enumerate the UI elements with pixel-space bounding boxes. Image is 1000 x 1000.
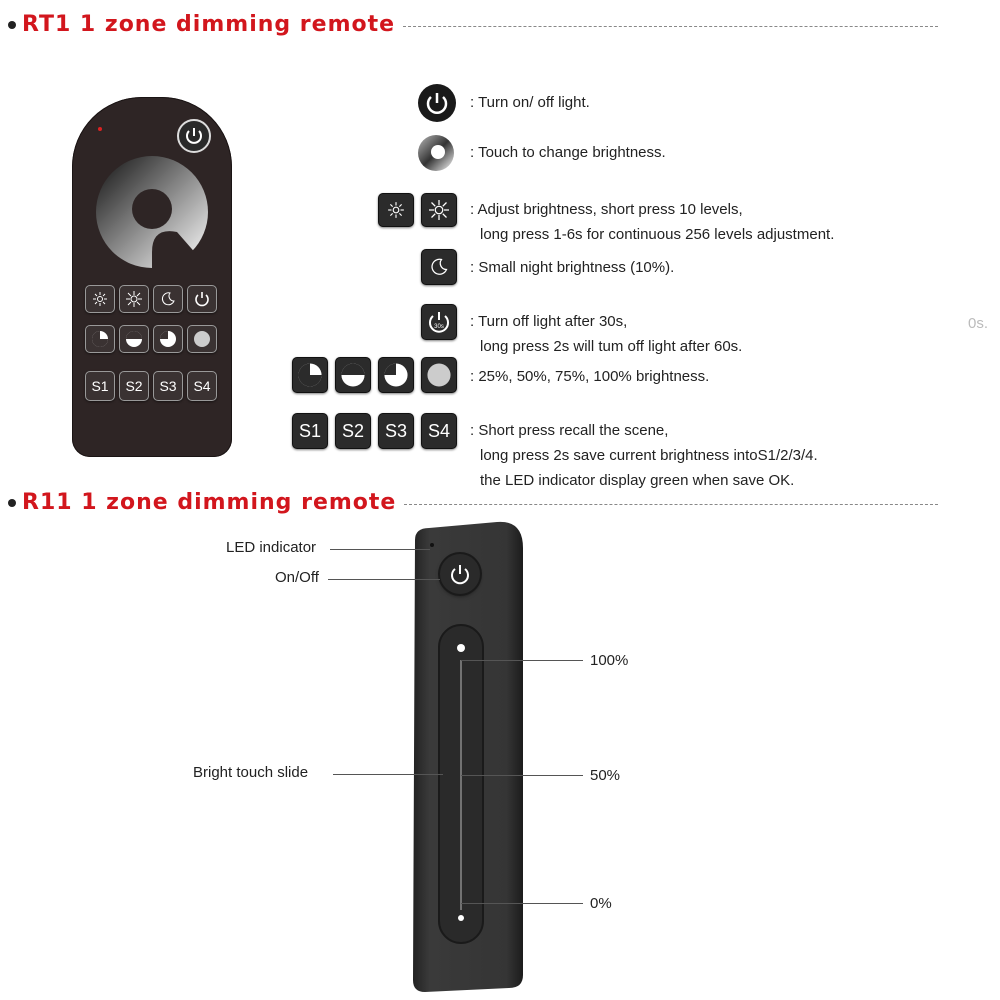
rt1-power-button[interactable] bbox=[177, 119, 211, 153]
night-light-button[interactable] bbox=[153, 285, 183, 313]
r11-onoff-button[interactable] bbox=[440, 554, 480, 594]
bullet-icon bbox=[8, 499, 16, 507]
desc-timer bbox=[470, 309, 742, 359]
legend-level-25-icon bbox=[292, 357, 328, 393]
power-icon bbox=[440, 554, 480, 594]
rt1-section-header bbox=[8, 12, 938, 37]
timer-power-icon bbox=[193, 290, 211, 308]
legend-timer-icon bbox=[421, 304, 457, 340]
sun-small-icon bbox=[92, 291, 108, 307]
desc-power: : Turn on/ off light. bbox=[470, 94, 590, 111]
legend-scene-3-label: S3 bbox=[384, 420, 408, 441]
level-50-button[interactable] bbox=[119, 325, 149, 353]
desc-scene bbox=[470, 418, 818, 493]
legend-level-100-icon bbox=[421, 357, 457, 393]
power-icon bbox=[179, 121, 209, 151]
desc-scene-line2: long press 2s save current brightness intoS1/2/3/4. bbox=[480, 447, 818, 464]
label-0-percent: 0% bbox=[590, 895, 612, 912]
level-100-button[interactable] bbox=[187, 325, 217, 353]
r11-section-header bbox=[8, 490, 938, 515]
label-led-indicator: LED indicator bbox=[226, 539, 317, 556]
legend-power-icon bbox=[418, 84, 456, 122]
leader-line-0 bbox=[461, 903, 583, 904]
moon-icon bbox=[160, 291, 176, 307]
scene-4-label: S4 bbox=[193, 378, 211, 394]
desc-timer-line1: : Turn off light after 30s, bbox=[470, 313, 628, 330]
desc-scene-line1: : Short press recall the scene, bbox=[470, 422, 669, 439]
rt1-title: RT1 1 zone dimming remote bbox=[22, 12, 396, 37]
leader-line-led bbox=[330, 549, 430, 550]
desc-wheel: : Touch to change brightness. bbox=[470, 144, 666, 161]
brightness-down-button[interactable] bbox=[85, 285, 115, 313]
dashed-divider bbox=[403, 26, 938, 27]
sun-large-icon bbox=[126, 291, 142, 307]
legend-scene-4-label: S4 bbox=[427, 420, 451, 441]
scene-1-label: S1 bbox=[91, 378, 109, 394]
legend-level-50-icon bbox=[335, 357, 371, 393]
scene-4-button[interactable] bbox=[187, 371, 217, 401]
scene-2-button[interactable] bbox=[119, 371, 149, 401]
desc-adjust-line2: long press 1-6s for continuous 256 levels adjustment. bbox=[480, 226, 835, 243]
brightness-wheel-icon bbox=[92, 152, 212, 272]
legend-scene-2-icon bbox=[335, 413, 371, 449]
legend-moon-icon bbox=[421, 249, 457, 285]
quarter-circle-icon bbox=[91, 330, 109, 348]
desc-timer-line2: long press 2s will tum off light after 60s. bbox=[480, 338, 743, 355]
label-onoff: On/Off bbox=[275, 569, 319, 586]
legend-brightness-down-icon bbox=[378, 193, 414, 227]
leader-line-100 bbox=[461, 660, 583, 661]
level-75-button[interactable] bbox=[153, 325, 183, 353]
legend-scene-1-icon bbox=[292, 413, 328, 449]
legend-scene-2-label: S2 bbox=[341, 420, 365, 441]
label-bright-touch-slide: Bright touch slide bbox=[193, 764, 309, 781]
rt1-touch-wheel[interactable] bbox=[92, 152, 212, 277]
rt1-remote bbox=[72, 97, 232, 457]
full-circle-icon bbox=[193, 330, 211, 348]
legend-level-75-icon bbox=[378, 357, 414, 393]
desc-night: : Small night brightness (10%). bbox=[470, 259, 675, 276]
desc-scene-line3: the LED indicator display green when save OK. bbox=[480, 472, 795, 489]
leader-line-slide bbox=[333, 774, 443, 775]
desc-levels: : 25%, 50%, 75%, 100% brightness. bbox=[470, 368, 710, 385]
scene-2-label: S2 bbox=[125, 378, 143, 394]
r11-title: R11 1 zone dimming remote bbox=[22, 490, 397, 515]
dashed-divider bbox=[404, 504, 938, 505]
timer-30s-label: 30s bbox=[434, 324, 444, 330]
scene-3-label: S3 bbox=[159, 378, 177, 394]
label-50-percent: 50% bbox=[590, 767, 621, 784]
legend-scene-1-label: S1 bbox=[298, 420, 322, 441]
leader-line-50 bbox=[461, 775, 583, 776]
legend-wheel-icon bbox=[416, 133, 456, 178]
desc-adjust bbox=[470, 197, 834, 247]
legend-scene-3-icon bbox=[378, 413, 414, 449]
timer-off-button[interactable] bbox=[187, 285, 217, 313]
scene-3-button[interactable] bbox=[153, 371, 183, 401]
bullet-icon bbox=[8, 21, 16, 29]
legend-scene-4-icon bbox=[421, 413, 457, 449]
led-indicator-icon bbox=[98, 127, 102, 131]
desc-stray-fragment: 0s. bbox=[968, 315, 989, 332]
three-quarter-circle-icon bbox=[159, 330, 177, 348]
brightness-up-button[interactable] bbox=[119, 285, 149, 313]
legend-brightness-up-icon bbox=[421, 193, 457, 227]
label-100-percent: 100% bbox=[590, 652, 629, 669]
scene-1-button[interactable] bbox=[85, 371, 115, 401]
leader-line-onoff bbox=[328, 579, 440, 580]
level-25-button[interactable] bbox=[85, 325, 115, 353]
desc-adjust-line1: : Adjust brightness, short press 10 levels, bbox=[470, 201, 743, 218]
half-circle-icon bbox=[125, 330, 143, 348]
